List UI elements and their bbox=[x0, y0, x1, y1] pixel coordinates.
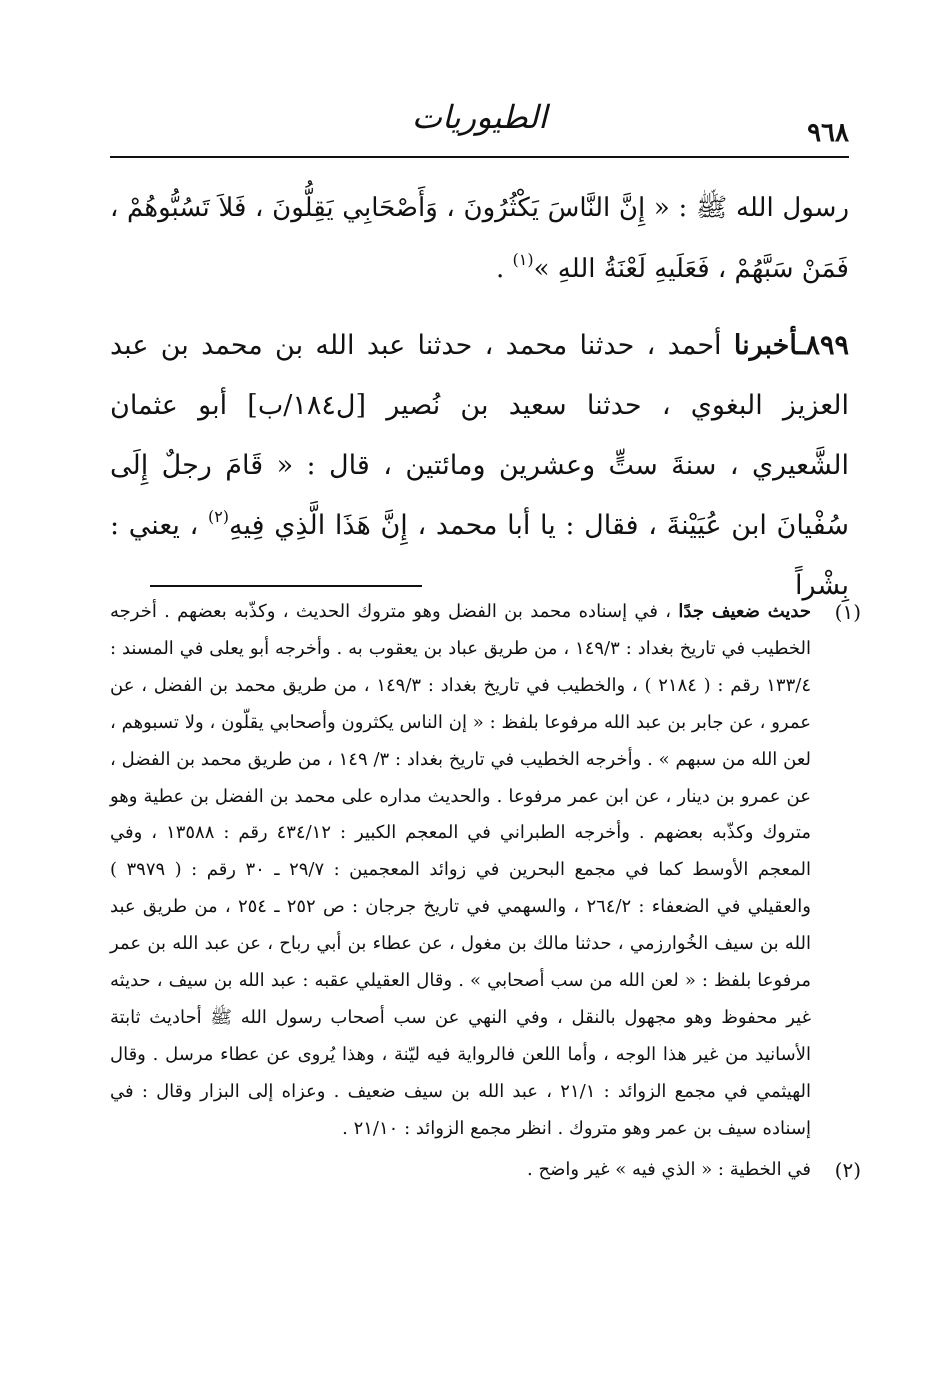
footnote-1-grade: حديث ضعيف جدًا bbox=[678, 601, 811, 622]
hadith-continuation-text: رسول الله ﷺ : « إِنَّ النَّاسَ يَكْثُرُونَ ، وَأَصْحَابِي يَقِلُّونَ ، فَلاَ تَسُبُّوهُمْ ، فَمَنْ سَبَّهُمْ ، فَعَلَيهِ لَعْنَةُ اللهِ » bbox=[110, 193, 849, 284]
footnote-separator bbox=[150, 585, 422, 587]
hadith-text: أحمد ، حدثنا محمد ، حدثنا عبد الله بن محمد بن عبد العزيز البغوي ، حدثنا سعيد بن نُصير [ل١٨٤/ب] أبو عثمان الشَّعيري ، سنةَ ستٍّ وعشرين ومائتين ، قال : « قَامَ رجلٌ إِلَى سُفْيانَ ابن عُيَيْنةَ ، فقال : يا أبا محمد ، إِنَّ هَذَا الَّذِي فِيهِ bbox=[110, 330, 849, 541]
main-text bbox=[110, 178, 849, 616]
footnote-2 bbox=[110, 1152, 861, 1189]
hadith-lead-word: أخبرنا bbox=[733, 330, 798, 361]
footnote-1-text: ، في إسناده محمد بن الفضل وهو متروك الحديث ، وكذّبه بعضهم . أخرجه الخطيب في تاريخ بغداد : ١٤٩/٣ ، من طريق عباد بن يعقوب به . وأخرجه أبو يعلى في المسند : ١٣٣/٤ رقم : ( ٢١٨٤ ) ، والخطيب في تاريخ بغداد : ١٤٩/٣ ، من طريق محمد بن الفضل ، عن عمرو ، عن جابر بن عبد الله مرفوعا بلفظ : « إن الناس يكثرون وأصحابي يقلّون ، ولا تسبوهم ، لعن الله من سبهم » . وأخرجه الخطيب في تاريخ بغداد : ٣/ ١٤٩ ، من طريق محمد بن الفضل ، عن عمرو بن دينار ، عن ابن عمر مرفوعا . والحديث مداره على محمد بن الفضل بن عطية وهو متروك وكذّبه بعضهم . وأخرجه الطبراني في المعجم الكبير : ٤٣٤/١٢ رقم : ١٣٥٨٨ ، وفي المعجم الأوسط كما في مجمع البحرين في زوائد المعجمين : ٢٩/٧ ـ ٣٠ رقم : ( ٣٩٧٩ ) والعقيلي في الضعفاء : ٢٦٤/٢ ، والسهمي في تاريخ جرجان : ص ٢٥٢ ـ ٢٥٤ ، من طريق عبد الله بن سيف الخُوارزمي ، حدثنا مالك بن مغول ، عن عطاء بن أبي رباح ، عن عبد الله بن عمر مرفوعا بلفظ : « لعن الله من سب أصحابي » . وقال العقيلي عقبه : عبد الله بن سيف ، حديثه غير محفوظ وهو مجهول بالنقل ، وفي النهي عن سب أصحاب رسول الله ﷺ أحاديث ثابتة الأسانيد من غير هذا الوجه ، وأما اللعن فالرواية فيه ليّنة ، وهذا يُروى عن عطاء مرسل . وقال الهيثمي في مجمع الزوائد : ٢١/١ ، عبد الله بن سيف ضعيف . وعزاه إلى البزار وقال : في إسناده سيف بن عمر وهو متروك . انظر مجمع الزوائد : ٢١/١٠ . bbox=[110, 601, 812, 1139]
footnote-2-text: في الخطية : « الذي فيه » غير واضح . bbox=[527, 1158, 811, 1180]
hadith-899 bbox=[110, 316, 849, 616]
footnote-ref-2[interactable]: (٢) bbox=[207, 507, 230, 526]
footnote-1 bbox=[110, 594, 861, 1148]
footnote-2-marker: (٢) bbox=[834, 1157, 861, 1182]
running-title: الطيوريات bbox=[411, 99, 548, 135]
footnote-1-marker: (١) bbox=[834, 600, 861, 624]
hadith-number: ٨٩٩ـ bbox=[797, 330, 849, 361]
hadith-continuation bbox=[110, 178, 849, 300]
page-header bbox=[110, 92, 849, 158]
page-number: ٩٦٨ bbox=[807, 118, 849, 148]
footnote-ref-1[interactable]: (١) bbox=[512, 250, 534, 269]
hadith-continuation-end: . bbox=[496, 254, 513, 284]
hadith-text-end: ، يعني : بِشْراً bbox=[110, 510, 849, 601]
footnotes bbox=[110, 594, 861, 1189]
